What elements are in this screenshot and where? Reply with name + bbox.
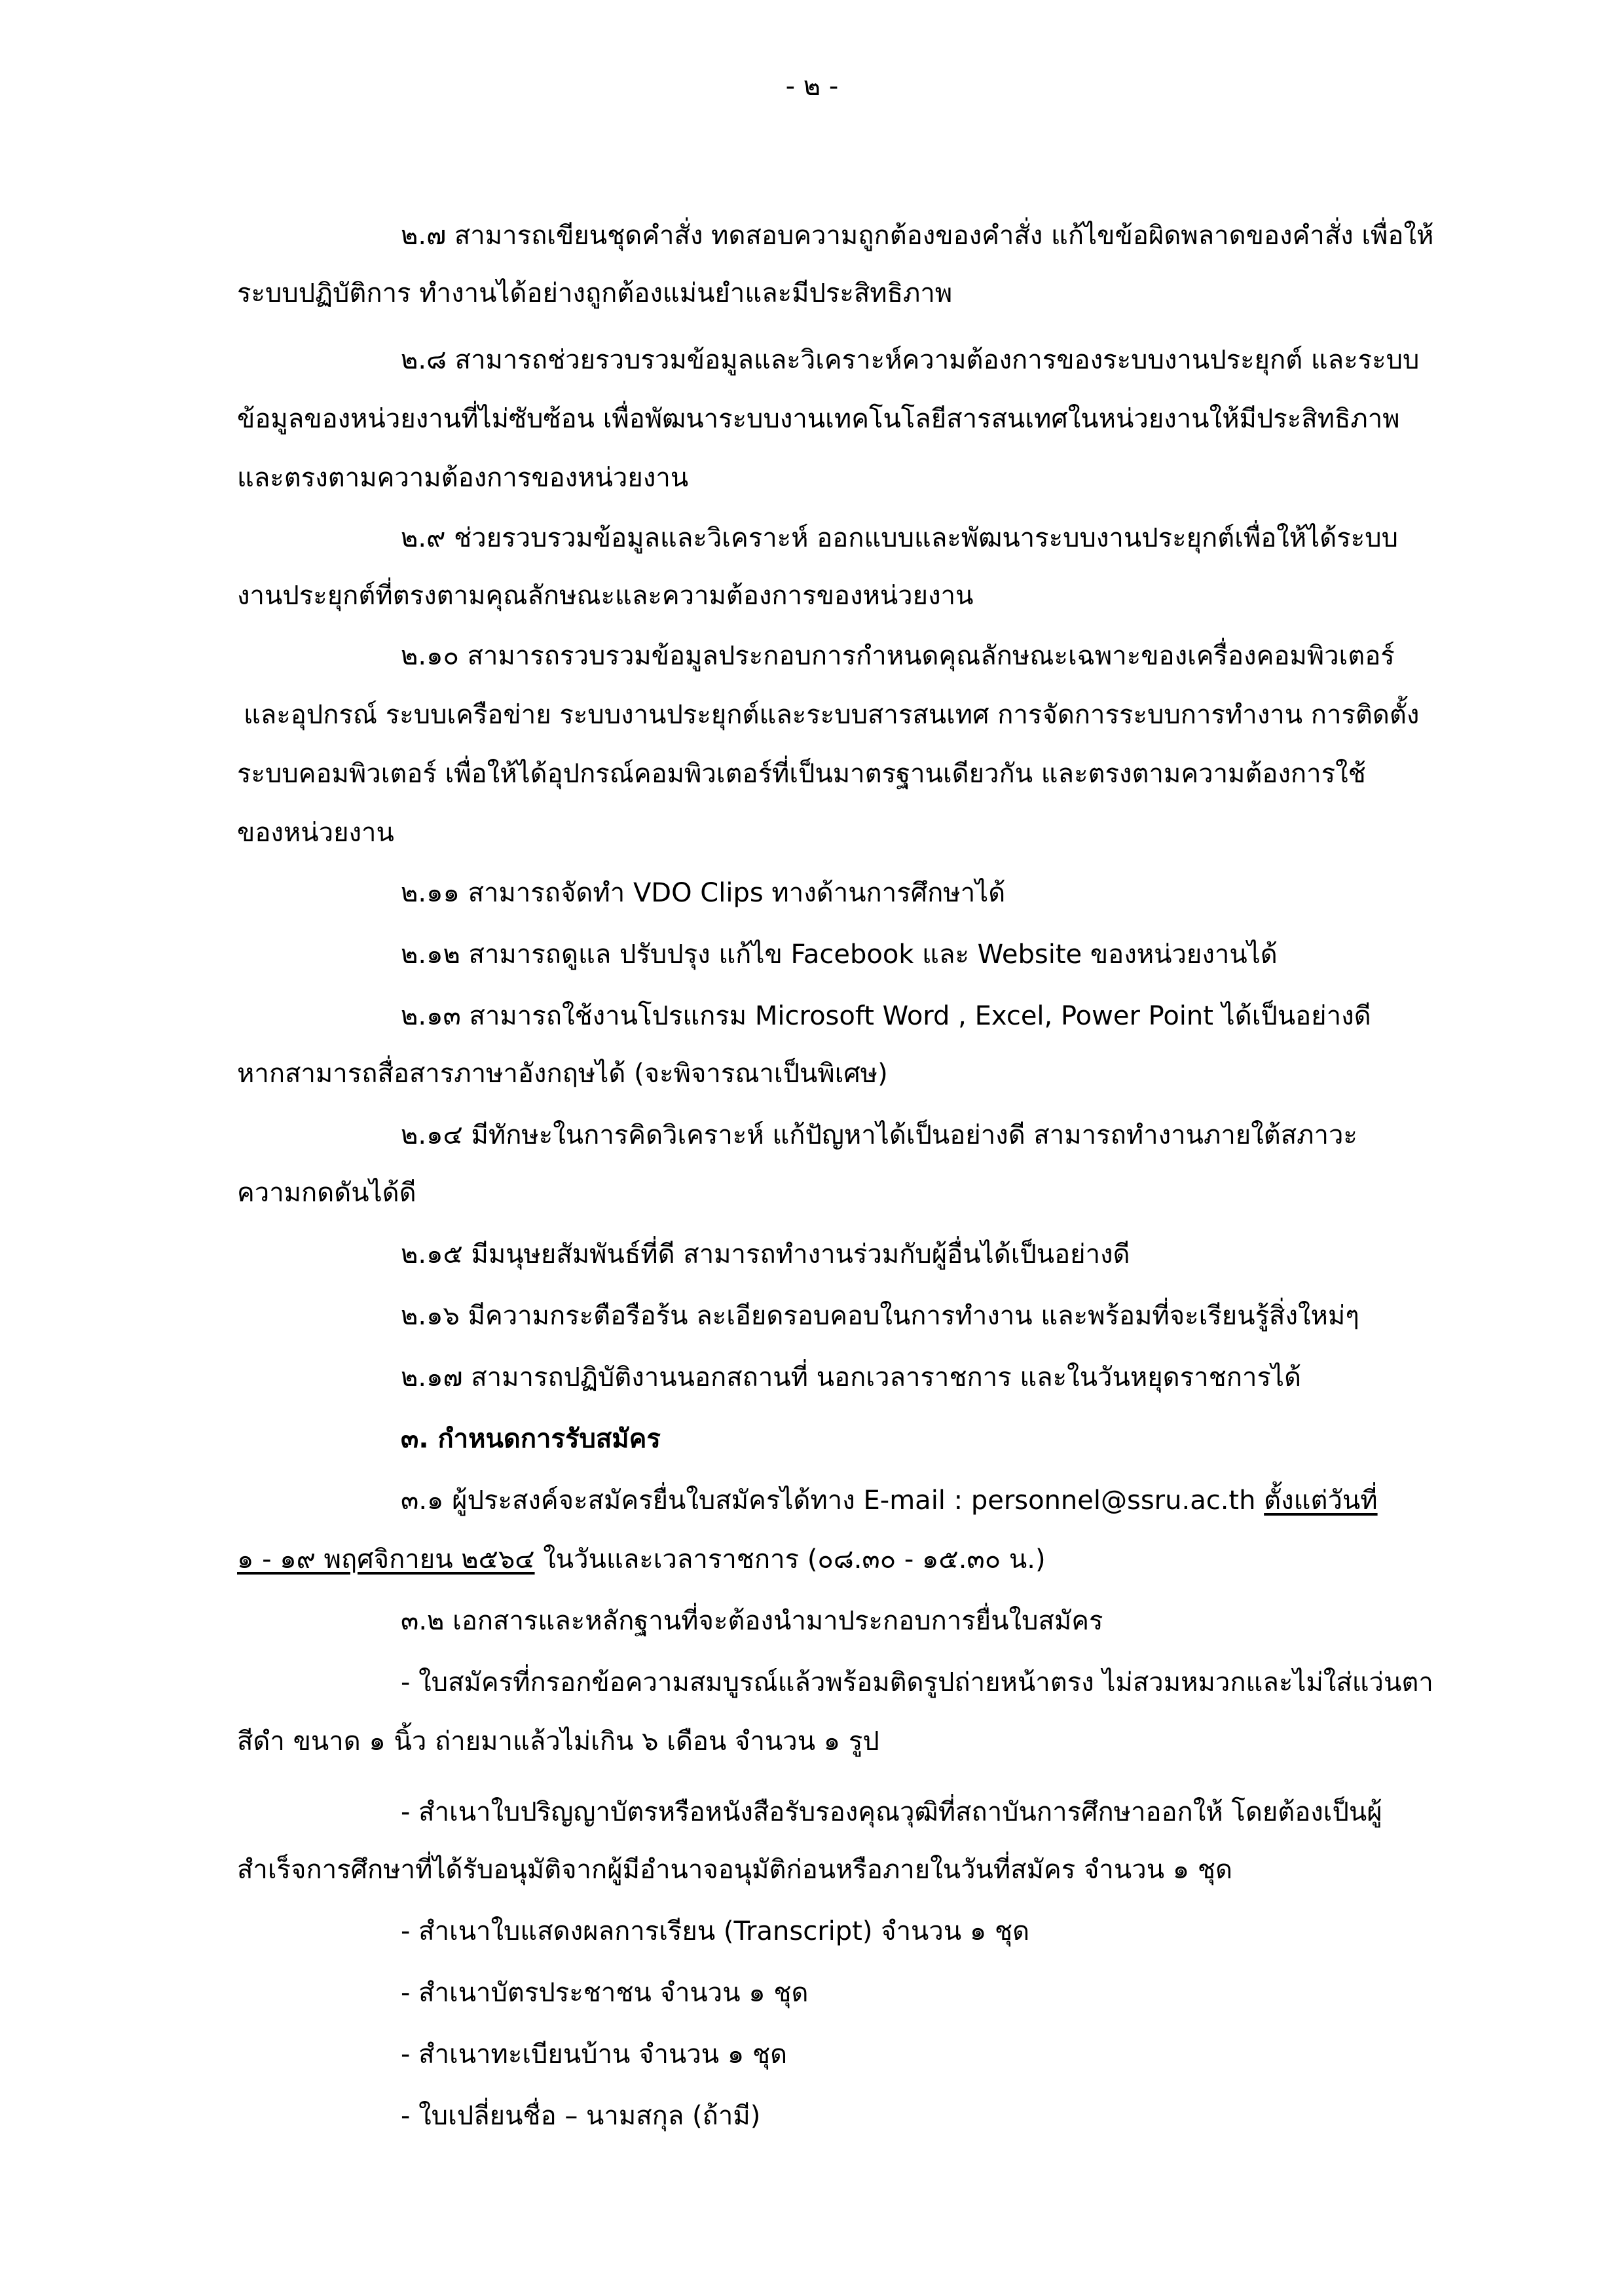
application-start-date-label: ตั้งแต่วันที่ <box>1264 1485 1378 1516</box>
application-date-range: ๑ - ๑๙ พฤศจิกายน ๒๕๖๔ <box>237 1544 535 1575</box>
item-3-1-text: ๓.๑ ผู้ประสงค์จะสมัครยื่นใบสมัครได้ทาง E-mail : personnel@ssru.ac.th <box>401 1485 1264 1516</box>
page-number: - ๒ - <box>785 71 839 101</box>
office-hours-text: ในวันและเวลาราชการ (๐๘.๓๐ - ๑๕.๓๐ น.) <box>534 1544 1046 1575</box>
